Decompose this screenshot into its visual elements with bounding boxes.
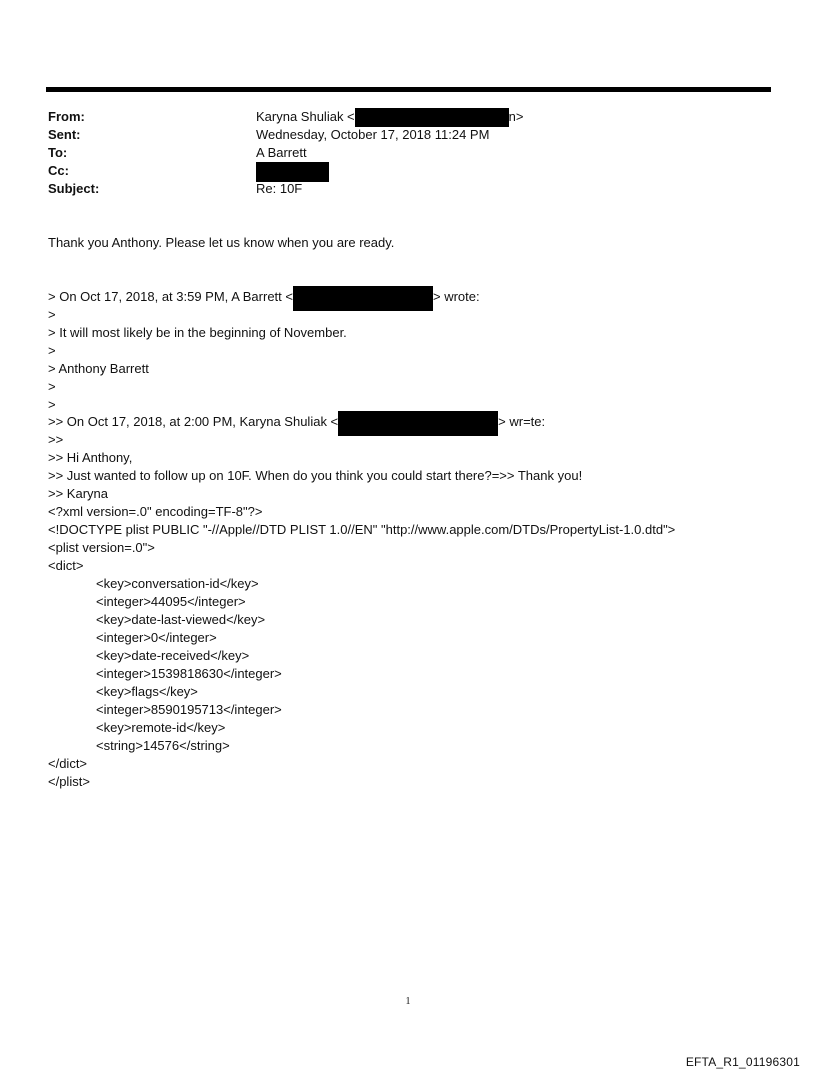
quote-line: >	[48, 307, 56, 322]
redaction-block	[256, 162, 329, 182]
plist-entry: <key>date-last-viewed</key>	[96, 612, 266, 627]
nested-quote-line: >> Hi Anthony,	[48, 450, 133, 465]
plist-entry: <string>14576</string>	[96, 738, 230, 753]
quote-header-2-prefix: >> On Oct 17, 2018, at 2:00 PM, Karyna Shuliak <	[48, 414, 339, 429]
quote-header-1-prefix: > On Oct 17, 2018, at 3:59 PM, A Barrett <	[48, 289, 293, 304]
redaction-block	[293, 286, 433, 311]
plist-entry: <key>date-received</key>	[96, 648, 250, 663]
nested-quote-signature: >> Karyna	[48, 486, 108, 501]
quote-line: > It will most likely be in the beginning of November.	[48, 325, 347, 340]
plist-entry: <key>flags</key>	[96, 684, 198, 699]
plist-entry: <key>conversation-id</key>	[96, 576, 259, 591]
header-rule	[46, 87, 771, 92]
email-header	[48, 108, 748, 198]
to-label: To:	[48, 145, 68, 160]
plist-doctype: <!DOCTYPE plist PUBLIC "-//Apple//DTD PLIST 1.0//EN" "http://www.apple.com/DTDs/PropertyList-1.0.dtd">	[48, 522, 676, 537]
quote-line: >	[48, 397, 56, 412]
to-value: A Barrett	[256, 145, 307, 160]
from-row	[48, 108, 748, 126]
quote-header-2	[48, 413, 545, 436]
to-row	[48, 144, 748, 162]
page-number: 1	[405, 996, 411, 1007]
redaction-block	[338, 411, 498, 436]
quote-line: >	[48, 343, 56, 358]
reply-text: Thank you Anthony. Please let us know when you are ready.	[48, 235, 395, 250]
from-value	[256, 108, 523, 127]
quote-header-1	[48, 288, 480, 311]
plist-entry: <integer>1539818630</integer>	[96, 666, 282, 681]
sent-row	[48, 126, 748, 144]
cc-row	[48, 162, 748, 180]
plist-open-tag: <plist version=.0">	[48, 540, 155, 555]
plist-entry: <integer>44095</integer>	[96, 594, 246, 609]
redaction-block	[355, 108, 509, 127]
from-suffix: n>	[508, 109, 524, 124]
sent-value: Wednesday, October 17, 2018 11:24 PM	[256, 127, 490, 142]
plist-xml-declaration: <?xml version=.0" encoding=TF-8"?>	[48, 504, 263, 519]
quote-header-2-suffix: > wr=te:	[498, 414, 546, 429]
subject-value: Re: 10F	[256, 181, 303, 196]
dict-open-tag: <dict>	[48, 558, 84, 573]
from-name: Karyna Shuliak <	[256, 109, 355, 124]
plist-entry: <integer>8590195713</integer>	[96, 702, 282, 717]
quote-line: >	[48, 379, 56, 394]
subject-row	[48, 180, 748, 198]
dict-close-tag: </dict>	[48, 756, 88, 771]
plist-entry: <key>remote-id</key>	[96, 720, 226, 735]
nested-quote-line: >>	[48, 432, 64, 447]
sent-label: Sent:	[48, 127, 81, 142]
plist-close-tag: </plist>	[48, 774, 90, 789]
from-label: From:	[48, 109, 85, 124]
nested-quote-line: >> Just wanted to follow up on 10F. When do you think you could start there?=>> Thank you!	[48, 468, 583, 483]
cc-value	[256, 162, 329, 182]
cc-label: Cc:	[48, 163, 69, 178]
plist-entry: <integer>0</integer>	[96, 630, 217, 645]
quote-header-1-suffix: > wrote:	[432, 289, 480, 304]
subject-label: Subject:	[48, 181, 100, 196]
bates-number: EFTA_R1_01196301	[685, 1055, 800, 1069]
quote-signature: > Anthony Barrett	[48, 361, 149, 376]
